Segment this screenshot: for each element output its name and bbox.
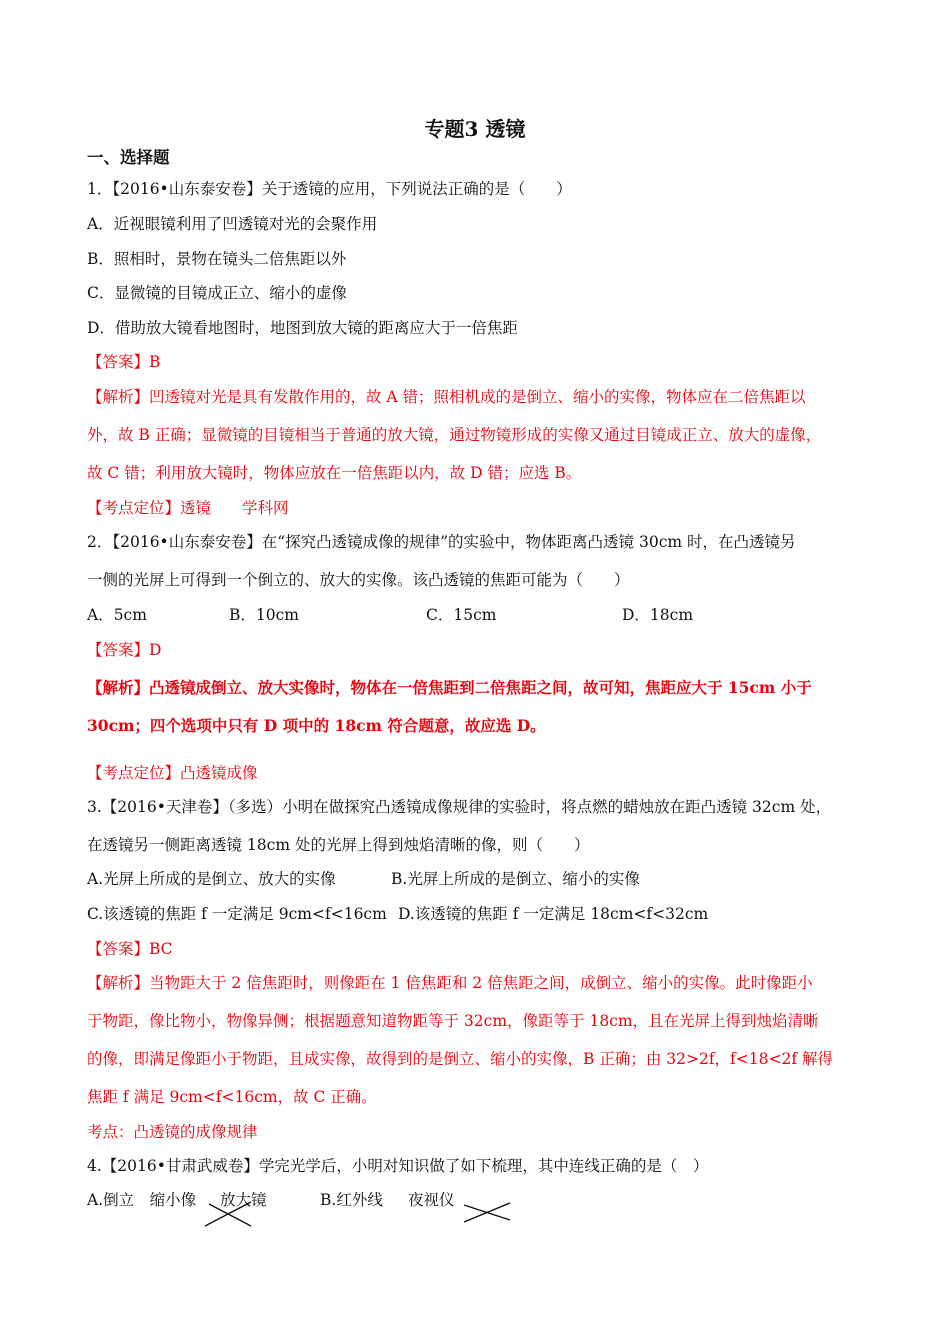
q3-option-c: C.该透镜的焦距 f 一定满足 9cm<f<16cm xyxy=(87,905,387,923)
q3-stem-line2: 在透镜另一侧距离透镜 18cm 处的光屏上得到烛焰清晰的像，则（ ） xyxy=(87,836,590,854)
q4-stem: 4.【2016•甘肃武威卷】学完光学后，小明对知识做了如下梳理，其中连线正确的是（ ） xyxy=(87,1157,709,1175)
q4-a-right-item: 放大镜 xyxy=(220,1191,267,1209)
q2-analysis-line2: 30cm；四个选项中只有 D 项中的 18cm 符合题意，故应选 D。 xyxy=(87,716,546,735)
q1-analysis-line1: 【解析】凹透镜对光是具有发散作用的，故 A 错；照相机成的是倒立、缩小的实像，物体应在二倍焦距以 xyxy=(87,388,806,406)
q2-answer: 【答案】D xyxy=(87,641,162,659)
q2-option-a: A．5cm xyxy=(87,606,147,624)
q4-a-left-item: A.倒立 缩小像 xyxy=(87,1191,197,1209)
q2-analysis-line1: 【解析】凸透镜成倒立、放大实像时，物体在一倍焦距到二倍焦距之间，故可知，焦距应大于 15cm 小于 xyxy=(87,678,812,697)
q3-analysis-line2: 于物距，像比物小，物像异侧；根据题意知道物距等于 32cm，像距等于 18cm，且在光屏上得到烛焰清晰 xyxy=(87,1012,819,1030)
q1-analysis-line3: 故 C 错；利用放大镜时，物体应放在一倍焦距以内，故 D 错；应选 B。 xyxy=(87,464,582,482)
q2-option-c: C．15cm xyxy=(426,606,497,624)
q1-option-c: C．显微镜的目镜成正立、缩小的虚像 xyxy=(87,284,347,302)
q1-option-b: B．照相时，景物在镜头二倍焦距以外 xyxy=(87,250,347,268)
q3-option-d: D.该透镜的焦距 f 一定满足 18cm<f<32cm xyxy=(398,905,709,923)
q3-analysis-line4: 焦距 f 满足 9cm<f<16cm，故 C 正确。 xyxy=(87,1088,377,1106)
q2-stem-line1: 2．【2016•山东泰安卷】在“探究凸透镜成像的规律”的实验中，物体距离凸透镜 30cm 时，在凸透镜另 xyxy=(87,533,796,551)
q1-analysis-line2: 外，故 B 正确；显微镜的目镜相当于普通的放大镜，通过物镜形成的实像又通过目镜成正立、放大的虚像， xyxy=(87,426,822,444)
q1-answer: 【答案】B xyxy=(87,353,161,371)
section-heading: 一、选择题 xyxy=(87,148,170,167)
q2-stem-line2: 一侧的光屏上可得到一个倒立的、放大的实像。该凸透镜的焦距可能为（ ） xyxy=(87,571,630,589)
q4-a-connecting-lines xyxy=(203,1198,255,1230)
q1-point: 【考点定位】透镜 学科网 xyxy=(87,499,289,517)
q3-point: 考点：凸透镜的成像规律 xyxy=(87,1123,258,1141)
q3-answer: 【答案】BC xyxy=(87,940,173,958)
q3-option-a: A.光屏上所成的是倒立、放大的实像 xyxy=(87,870,336,888)
q1-option-d: D．借助放大镜看地图时，地图到放大镜的距离应大于一倍焦距 xyxy=(87,319,518,337)
q2-point: 【考点定位】凸透镜成像 xyxy=(87,764,258,782)
q3-analysis-line1: 【解析】当物距大于 2 倍焦距时，则像距在 1 倍焦距和 2 倍焦距之间，成倒立、缩小的实像。此时像距小 xyxy=(87,974,813,992)
q3-option-b: B.光屏上所成的是倒立、缩小的实像 xyxy=(391,870,640,888)
page-title: 专题3 透镜 xyxy=(424,117,526,141)
q4-b-left-item: B.红外线 xyxy=(320,1191,383,1209)
q2-option-d: D．18cm xyxy=(622,606,694,624)
q1-stem: 1．【2016•山东泰安卷】关于透镜的应用，下列说法正确的是（ ） xyxy=(87,180,572,198)
q4-b-connecting-lines xyxy=(462,1200,514,1226)
q1-option-a: A．近视眼镜利用了凹透镜对光的会聚作用 xyxy=(87,215,378,233)
q3-analysis-line3: 的像，即满足像距小于物距，且成实像，故得到的是倒立、缩小的实像，B 正确；由 32>2f，f<18<2f 解得 xyxy=(87,1050,834,1068)
q3-stem-line1: 3.【2016•天津卷】（多选）小明在做探究凸透镜成像规律的实验时，将点燃的蜡烛放在距凸透镜 32cm 处， xyxy=(87,798,832,816)
q2-option-b: B．10cm xyxy=(229,606,299,624)
q4-b-right-item: 夜视仪 xyxy=(408,1191,455,1209)
